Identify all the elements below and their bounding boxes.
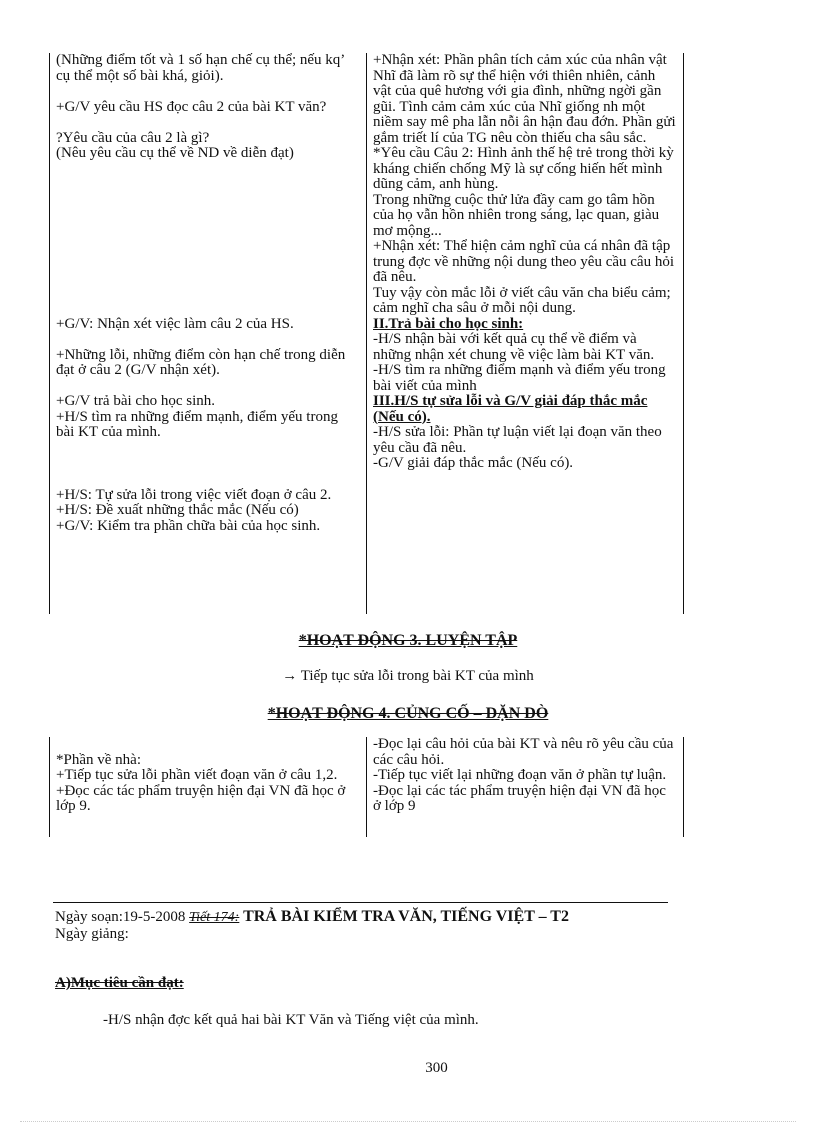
activity-4-heading: *HOẠT ĐỘNG 4. CỦNG CỐ – DẶN DÒ (267, 705, 549, 722)
paragraph: +Tiếp tục sửa lỗi phần viết đoạn văn ở câu 1,2. (56, 767, 338, 783)
homework-left-column (49, 737, 367, 837)
section-heading: II.Trả bài cho học sinh: (373, 315, 524, 332)
activity-table (49, 53, 684, 614)
paragraph: (Những điểm tốt và 1 số hạn chế cụ thể; nếu kq’ cụ thể một số bài khá, giỏi). (56, 52, 345, 84)
page-edge (20, 1121, 796, 1122)
activity-3-line (0, 668, 816, 685)
date-prepared: Ngày soạn:19-5-2008 (55, 909, 186, 925)
paragraph: +G/V: Kiểm tra phần chữa bài của học sinh. (56, 517, 321, 534)
paragraph: -H/S nhận bài với kết quả cụ thể về điểm và những nhận xét chung về việc làm bài KT văn. (373, 331, 655, 363)
paragraph: +G/V trả bài cho học sinh. (56, 393, 215, 409)
homework-right-column (367, 737, 684, 837)
paragraph: +H/S tìm ra những điểm mạnh, điểm yếu trong bài KT của mình. (56, 408, 338, 440)
section-heading: III.H/S tự sửa lỗi và G/V giải đáp thắc mắc (Nếu có). (373, 393, 648, 425)
paragraph: -G/V giải đáp thắc mắc (Nếu có). (373, 455, 574, 471)
paragraph: +G/V: Nhận xét việc làm câu 2 của HS. (56, 315, 294, 332)
paragraph: +H/S: Tự sửa lỗi trong việc viết đoạn ở câu 2. (56, 486, 332, 503)
paragraph: -Đọc lại các tác phẩm truyện hiện đại VN đã học ở lớp 9 (373, 782, 666, 814)
divider (53, 902, 668, 903)
paragraph: +H/S: Đề xuất những thắc mắc (Nếu có) (56, 502, 299, 518)
paragraph: *Phần về nhà: (56, 751, 141, 768)
lesson-title: TRẢ BÀI KIỂM TRA VĂN, TIẾNG VIỆT – T2 (243, 908, 569, 925)
paragraph: ?Yêu cầu của câu 2 là gì? (56, 129, 210, 146)
lesson-header (55, 909, 569, 926)
goals-text: -H/S nhận đợc kết quả hai bài KT Văn và Tiếng việt của mình. (103, 1012, 479, 1028)
activity-3-text: Tiếp tục sửa lỗi trong bài KT của mình (300, 668, 534, 684)
paragraph: +Đọc các tác phẩm truyện hiện đại VN đã học ở lớp 9. (56, 782, 346, 814)
paragraph: *Yêu cầu Câu 2: Hình ảnh thế hệ trẻ trong thời kỳ kháng chiến chống Mỹ là sự cống hiến hết mình dũng cảm, anh hùng. (373, 145, 674, 192)
paragraph: +Nhận xét: Thể hiện cảm nghĩ của cá nhân đã tập trung đợc về những nội dung theo yêu cầu câu hỏi đã nêu. (373, 238, 674, 285)
page-number: 300 (425, 1060, 448, 1076)
paragraph: +Những lỗi, những điểm còn hạn chế trong diễn đạt ở câu 2 (G/V nhận xét). (56, 346, 346, 378)
paragraph: (Nêu yêu cầu cụ thể về ND về diễn đạt) (56, 145, 294, 161)
homework-table (49, 737, 684, 837)
paragraph: -H/S tìm ra những điểm mạnh và điểm yếu trong bài viết của mình (373, 362, 666, 394)
paragraph: +G/V yêu cầu HS đọc câu 2 của bài KT văn? (56, 98, 327, 115)
lesson-number: Tiết 174: (189, 910, 240, 925)
activity-3-heading: *HOẠT ĐỘNG 3. LUYỆN TẬP (298, 632, 518, 649)
paragraph: Tuy vậy còn mắc lỗi ở viết câu văn cha biểu cảm; cảm nghĩ cha sâu ở mỗi nội dung. (373, 284, 671, 316)
paragraph: -Đọc lại câu hỏi của bài KT và nêu rõ yêu cầu của các câu hỏi. (373, 736, 674, 768)
paragraph: -H/S sửa lỗi: Phần tự luận viết lại đoạn văn theo yêu cầu đã nêu. (373, 424, 662, 456)
teacher-student-activity-column (49, 53, 367, 614)
content-column (367, 53, 684, 614)
paragraph: +Nhận xét: Phần phân tích cảm xúc của nhân vật Nhĩ đã làm rõ sự thể hiện với thiên nhiên, cảnh vật của quê hương với gia đình, những ngời gần gũi. Tình cảm cảm xúc của Nhĩ giống nh một niềm say mê pha lẫn nỗi ân hận đau đớn. Phần gửi gắm triết lí của TG nêu còn thiếu cha sâu sắc. (373, 52, 676, 146)
goals-heading: A)Mục tiêu cần đạt: (55, 975, 184, 991)
paragraph: Trong những cuộc thử lửa đầy cam go tâm hồn của họ vẫn hồn nhiên trong sáng, lạc quan, giàu mơ mộng... (373, 191, 660, 239)
arrow-icon: → (282, 668, 298, 684)
date-taught: Ngày giảng: (55, 926, 129, 942)
paragraph: -Tiếp tục viết lại những đoạn văn ở phần tự luận. (373, 767, 667, 783)
